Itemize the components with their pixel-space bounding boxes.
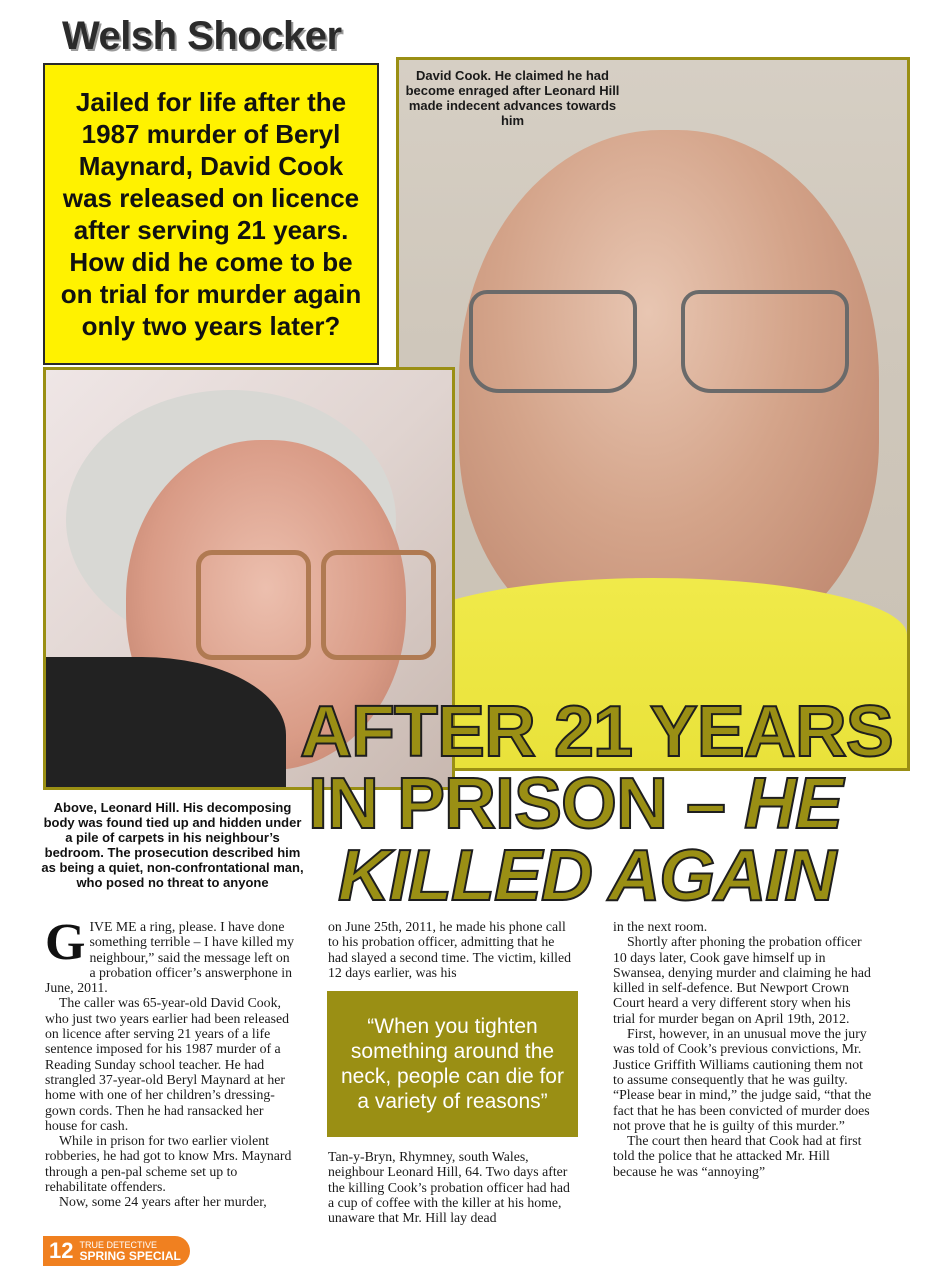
headline-line-2 [308,764,900,844]
headline-line-2b: HE [744,764,843,844]
paragraph-text: IVE ME a ring, please. I have done something terrible – I have killed my neighbour,” said the message left on a probation officer’s answerphone in June, 2011. [45,919,295,996]
glasses-shape [469,290,849,390]
headline-line-1: AFTER 21 YEARS [300,692,893,772]
paragraph: Tan-y-Bryn, Rhymney, south Wales, neighbour Leonard Hill, 64. Two days after the killing Cook’s probation officer had had a cup of coffee with the killer at his home, unaware that Mr. Hill lay dead [328,1149,570,1226]
magazine-line-1: TRUE DETECTIVE [79,1240,157,1250]
standfirst-text: Jailed for life after the 1987 murder of Beryl Maynard, David Cook was released on licence after serving 21 years. How did he come to be on trial for murder again only two years later? [60,87,362,341]
page-number: 12 [49,1238,74,1263]
body-column-2-top [328,919,576,980]
paragraph [45,914,295,996]
photo-david-cook [396,57,910,771]
paragraph: The court then heard that Cook had at first told the police that he attacked Mr. Hill because he was “annoying” [613,1133,862,1179]
paragraph: While in prison for two earlier violent robberies, he had got to know Mrs. Maynard through a pen-pal scheme set up to rehabilitate offenders. [45,1133,292,1195]
paragraph: Now, some 24 years after her murder, [59,1194,267,1210]
drop-cap: G [45,914,86,971]
headline-line-2a: IN PRISON – [308,764,745,844]
body-column-3 [613,919,873,1179]
body-column-1 [45,914,295,1210]
magazine-line-2: SPRING SPECIAL [79,1249,181,1263]
paragraph: The caller was 65-year-old David Cook, who just two years earlier had been released on licence after serving 21 years of a life sentence imposed for his 1987 murder of a Reading Sunday school teacher. He had strangled 37-year-old Beryl Maynard at her home with one of her children’s dressing-gown cords. Then he had ransacked her house for cash. [45,995,290,1133]
headline [300,692,900,916]
paragraph: Shortly after phoning the probation officer 10 days later, Cook gave himself up in Swansea, denying murder and claiming he had killed in self-defence. But Newport Crown Court heard a very different story when his trial for murder began on April 19th, 2012. [613,934,871,1026]
standfirst-box [43,63,379,365]
pull-quote-text: “When you tighten something around the neck, people can die for a variety of reasons” [341,1015,564,1113]
section-tag: Welsh Shocker [62,14,342,58]
photo-main-caption: David Cook. He claimed he had become enraged after Leonard Hill made indecent advances towards him [405,68,620,128]
paragraph: First, however, in an unusual move the jury was told of Cook’s previous convictions, Mr. Justice Griffith Williams cautioning them not to assume consequently that he was guilty. “Please bear in mind,” the judge said, “that the fact that he has been convicted of murder does not prove that he is guilty of this murder.” [613,1026,872,1133]
paragraph: in the next room. [613,919,708,934]
paragraph: on June 25th, 2011, he made his phone call to his probation officer, admitting that he had slayed a second time. The victim, killed 12 days earlier, was his [328,919,572,980]
photo-inset-caption: Above, Leonard Hill. His decomposing body was found tied up and hidden under a pile of carpets in his neighbour’s bedroom. The prosecution described him as being a quiet, non-confrontational man, who posed no threat to anyone [41,800,304,890]
pull-quote [327,991,578,1137]
magazine-name [79,1240,180,1262]
headline-line-3: KILLED AGAIN [338,836,836,916]
body-column-2-bottom [328,1149,576,1225]
page-folio [43,1236,190,1266]
glasses-shape [196,550,436,660]
